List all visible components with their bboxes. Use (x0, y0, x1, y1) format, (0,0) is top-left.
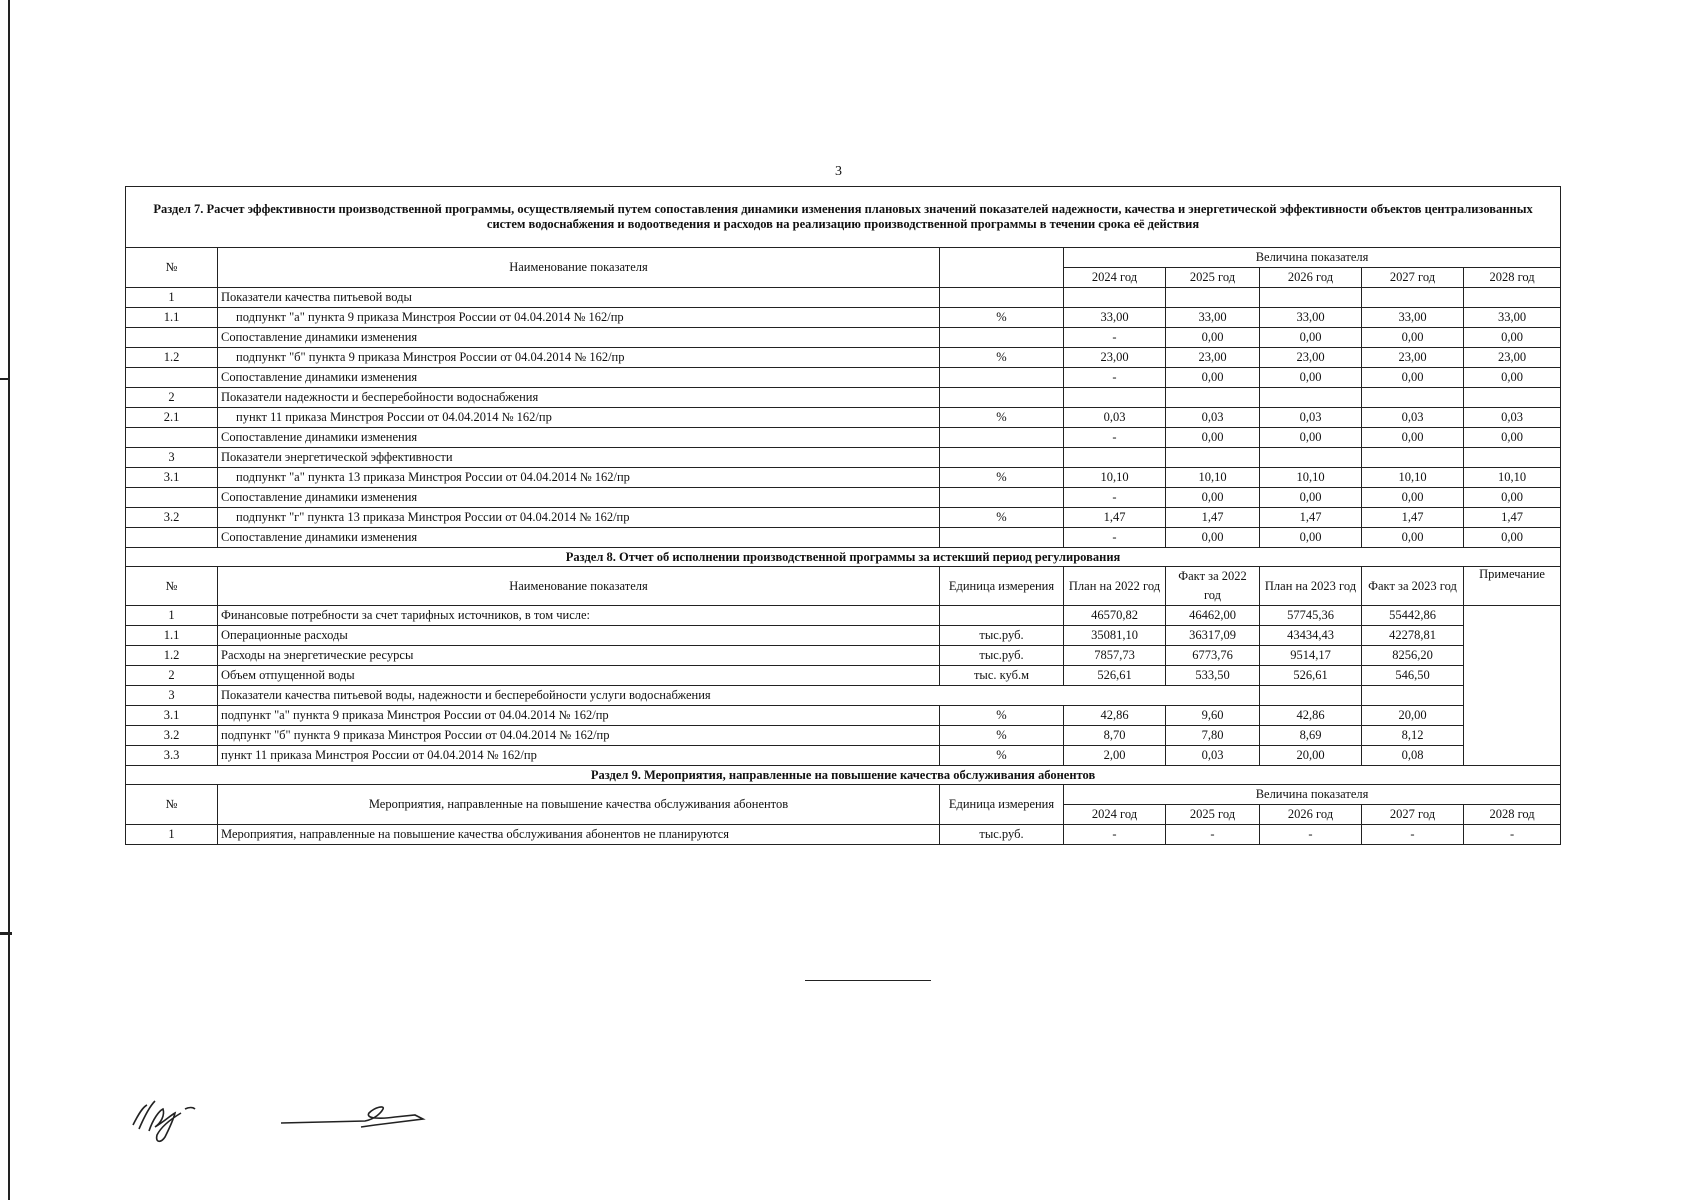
binding-tick (0, 378, 10, 380)
report-table (125, 186, 1561, 845)
value-cell: 43434,43 (1260, 626, 1362, 646)
row-number: 1 (126, 825, 218, 845)
value-cell: 6773,76 (1166, 646, 1260, 666)
value-cell: 1,47 (1362, 508, 1464, 528)
section8-row (126, 606, 1561, 626)
value-cell: 23,00 (1064, 348, 1166, 368)
indicator-name: Объем отпущенной воды (218, 666, 940, 686)
col-unit-header: Единица измерения (940, 567, 1064, 606)
binding-tick (0, 932, 12, 935)
value-cell (1260, 388, 1362, 408)
unit: % (940, 308, 1064, 328)
section9-title: Раздел 9. Мероприятия, направленные на повышение качества обслуживания абонентов (126, 766, 1561, 785)
indicator-name: подпункт "г" пункта 13 приказа Минстроя России от 04.04.2014 № 162/пр (218, 508, 940, 528)
indicator-name: Операционные расходы (218, 626, 940, 646)
section7-title: Раздел 7. Расчет эффективности производственной программы, осуществляемый путем сопоставления динамики изменения плановых значений показателей надежности, качества и энергетической эффективности объектов централизованных систем водоснабжения и водоотведения и расходов на реализацию производственной программы в течении срока её действия (126, 187, 1561, 248)
unit (940, 328, 1064, 348)
year-header: 2024 год (1064, 268, 1166, 288)
year-header: 2026 год (1260, 805, 1362, 825)
value-cell: 46462,00 (1166, 606, 1260, 626)
indicator-name: Финансовые потребности за счет тарифных источников, в том числе: (218, 606, 940, 626)
row-number (126, 328, 218, 348)
value-cell: 46570,82 (1064, 606, 1166, 626)
indicator-name: Расходы на энергетические ресурсы (218, 646, 940, 666)
value-cell (1166, 448, 1260, 468)
value-cell (1362, 388, 1464, 408)
value-cell: 42,86 (1064, 706, 1166, 726)
row-number: 1.2 (126, 348, 218, 368)
section8-row (126, 686, 1561, 706)
value-cell: 10,10 (1464, 468, 1561, 488)
col-name-header: Наименование показателя (218, 248, 940, 288)
row-number: 3.2 (126, 726, 218, 746)
value-cell: 1,47 (1464, 508, 1561, 528)
col-name-header: Мероприятия, направленные на повышение качества обслуживания абонентов (218, 785, 940, 825)
unit: тыс.руб. (940, 825, 1064, 845)
value-cell: 8256,20 (1362, 646, 1464, 666)
indicator-name: пункт 11 приказа Минстроя России от 04.04.2014 № 162/пр (218, 746, 940, 766)
value-cell: - (1464, 825, 1561, 845)
value-cell: 42,86 (1260, 706, 1362, 726)
unit (940, 488, 1064, 508)
section7-row (126, 408, 1561, 428)
indicator-name: Сопоставление динамики изменения (218, 428, 940, 448)
value-cell: - (1064, 825, 1166, 845)
unit (940, 606, 1064, 626)
row-number (126, 428, 218, 448)
value-cell: 0,00 (1166, 428, 1260, 448)
year-header: 2027 год (1362, 805, 1464, 825)
col-unit-header-empty (940, 248, 1064, 288)
binding-margin-line (8, 0, 10, 1200)
indicator-name: Показатели надежности и бесперебойности водоснабжения (218, 388, 940, 408)
value-cell: 0,00 (1464, 428, 1561, 448)
value-cell: 33,00 (1260, 308, 1362, 328)
row-number: 3 (126, 686, 218, 706)
indicator-name: подпункт "а" пункта 9 приказа Минстроя России от 04.04.2014 № 162/пр (218, 308, 940, 328)
value-cell: 23,00 (1260, 348, 1362, 368)
value-cell: 42278,81 (1362, 626, 1464, 646)
value-cell: 0,03 (1260, 408, 1362, 428)
value-cell (1166, 288, 1260, 308)
value-cell (1260, 448, 1362, 468)
value-cell: 33,00 (1362, 308, 1464, 328)
value-cell: 10,10 (1064, 468, 1166, 488)
indicator-name: Сопоставление динамики изменения (218, 488, 940, 508)
value-cell: 1,47 (1064, 508, 1166, 528)
year-header: 2028 год (1464, 805, 1561, 825)
value-cell: 33,00 (1166, 308, 1260, 328)
section7-title-row (126, 187, 1561, 248)
value-cell: 0,00 (1260, 428, 1362, 448)
value-cell (1064, 448, 1166, 468)
value-cell: - (1064, 528, 1166, 548)
col-value-header: Величина показателя (1064, 785, 1561, 805)
period-header: План на 2022 год (1064, 567, 1166, 606)
section8-title: Раздел 8. Отчет об исполнении производственной программы за истекший период регулирования (126, 548, 1561, 567)
value-cell: 0,00 (1464, 528, 1561, 548)
section8-row (126, 626, 1561, 646)
unit: тыс.руб. (940, 646, 1064, 666)
row-number: 1.1 (126, 626, 218, 646)
section7-row (126, 428, 1561, 448)
row-number (126, 528, 218, 548)
unit: % (940, 468, 1064, 488)
value-cell: - (1166, 825, 1260, 845)
row-number: 3.3 (126, 746, 218, 766)
section7-row (126, 448, 1561, 468)
value-cell (1464, 288, 1561, 308)
value-cell (1166, 388, 1260, 408)
value-cell: 7857,73 (1064, 646, 1166, 666)
value-cell: 0,00 (1464, 328, 1561, 348)
value-cell (1464, 388, 1561, 408)
page-number: 3 (835, 164, 842, 179)
value-cell: - (1064, 328, 1166, 348)
period-header: Факт за 2022 год (1166, 567, 1260, 606)
unit: % (940, 706, 1064, 726)
row-number (126, 488, 218, 508)
value-cell: 1,47 (1166, 508, 1260, 528)
unit (940, 428, 1064, 448)
value-cell: 23,00 (1464, 348, 1561, 368)
value-cell: - (1362, 825, 1464, 845)
value-cell: 0,00 (1362, 428, 1464, 448)
row-number: 2 (126, 388, 218, 408)
note-cell (1464, 606, 1561, 766)
value-cell: 0,03 (1464, 408, 1561, 428)
value-cell: 0,00 (1362, 528, 1464, 548)
section7-row (126, 388, 1561, 408)
value-cell: 0,00 (1464, 488, 1561, 508)
value-cell: 8,12 (1362, 726, 1464, 746)
value-cell: 0,00 (1166, 488, 1260, 508)
value-cell: - (1260, 825, 1362, 845)
section7-header-row (126, 248, 1561, 268)
value-cell: 9514,17 (1260, 646, 1362, 666)
value-cell: 0,00 (1166, 528, 1260, 548)
value-cell: 546,50 (1362, 666, 1464, 686)
section8-row (126, 666, 1561, 686)
year-header: 2024 год (1064, 805, 1166, 825)
value-cell: 1,47 (1260, 508, 1362, 528)
year-header: 2026 год (1260, 268, 1362, 288)
value-cell: 0,00 (1362, 328, 1464, 348)
year-header: 2025 год (1166, 268, 1260, 288)
value-cell (1064, 288, 1166, 308)
value-cell (1464, 448, 1561, 468)
value-cell: 57745,36 (1260, 606, 1362, 626)
row-number: 1.1 (126, 308, 218, 328)
value-cell: 0,03 (1362, 408, 1464, 428)
value-cell: 33,00 (1064, 308, 1166, 328)
value-cell: 0,00 (1166, 368, 1260, 388)
row-number: 3 (126, 448, 218, 468)
value-cell: 526,61 (1064, 666, 1166, 686)
section7-row (126, 468, 1561, 488)
unit (940, 368, 1064, 388)
value-cell: 0,08 (1362, 746, 1464, 766)
unit (940, 528, 1064, 548)
section7-row (126, 308, 1561, 328)
unit: тыс.руб. (940, 626, 1064, 646)
col-unit-header: Единица измерения (940, 785, 1064, 825)
value-cell (1260, 288, 1362, 308)
value-cell: 533,50 (1166, 666, 1260, 686)
unit: % (940, 508, 1064, 528)
indicator-name: подпункт "а" пункта 9 приказа Минстроя России от 04.04.2014 № 162/пр (218, 706, 940, 726)
unit: % (940, 746, 1064, 766)
unit: % (940, 726, 1064, 746)
value-cell: 23,00 (1362, 348, 1464, 368)
value-cell: 0,00 (1260, 368, 1362, 388)
row-number: 2.1 (126, 408, 218, 428)
section9-title-row (126, 766, 1561, 785)
row-number: 1 (126, 288, 218, 308)
section7-row (126, 508, 1561, 528)
value-cell: 8,70 (1064, 726, 1166, 746)
value-cell: 20,00 (1362, 706, 1464, 726)
value-cell: 0,00 (1260, 328, 1362, 348)
value-cell: 0,00 (1260, 488, 1362, 508)
value-cell: 7,80 (1166, 726, 1260, 746)
value-cell: 0,03 (1166, 408, 1260, 428)
value-cell: 9,60 (1166, 706, 1260, 726)
value-cell: 526,61 (1260, 666, 1362, 686)
row-number: 3.2 (126, 508, 218, 528)
indicator-name: Сопоставление динамики изменения (218, 528, 940, 548)
col-name-header: Наименование показателя (218, 567, 940, 606)
value-cell (1362, 288, 1464, 308)
value-cell: 0,00 (1260, 528, 1362, 548)
year-header: 2025 год (1166, 805, 1260, 825)
value-cell: 10,10 (1362, 468, 1464, 488)
unit (940, 388, 1064, 408)
activity-name: Мероприятия, направленные на повышение качества обслуживания абонентов не планируются (218, 825, 940, 845)
section7-row (126, 348, 1561, 368)
year-header: 2028 год (1464, 268, 1561, 288)
section9-row (126, 825, 1561, 845)
row-number: 3.1 (126, 468, 218, 488)
value-cell: 36317,09 (1166, 626, 1260, 646)
value-cell: - (1064, 368, 1166, 388)
value-cell: 0,03 (1166, 746, 1260, 766)
period-header: Факт за 2023 год (1362, 567, 1464, 606)
year-header: 2027 год (1362, 268, 1464, 288)
section7-row (126, 528, 1561, 548)
section7-row (126, 328, 1561, 348)
value-cell: 0,00 (1464, 368, 1561, 388)
section9-header-row (126, 785, 1561, 805)
value-cell: - (1064, 488, 1166, 508)
indicator-name: Показатели качества питьевой воды (218, 288, 940, 308)
indicator-name: подпункт "б" пункта 9 приказа Минстроя России от 04.04.2014 № 162/пр (218, 726, 940, 746)
value-cell (1064, 388, 1166, 408)
value-cell: - (1064, 428, 1166, 448)
value-cell: 10,10 (1166, 468, 1260, 488)
indicator-name: Сопоставление динамики изменения (218, 328, 940, 348)
indicator-name: Сопоставление динамики изменения (218, 368, 940, 388)
section8-row (126, 646, 1561, 666)
indicator-name: Показатели энергетической эффективности (218, 448, 940, 468)
col-note-header: Примечание (1464, 567, 1561, 606)
value-cell: 23,00 (1166, 348, 1260, 368)
section7-row (126, 488, 1561, 508)
indicator-name: пункт 11 приказа Минстроя России от 04.04.2014 № 162/пр (218, 408, 940, 428)
unit (940, 448, 1064, 468)
indicator-name: Показатели качества питьевой воды, надежности и бесперебойности услуги водоснабжения (218, 686, 1260, 706)
section8-row (126, 706, 1561, 726)
value-cell: 10,10 (1260, 468, 1362, 488)
value-cell: 0,00 (1362, 488, 1464, 508)
value-cell: 35081,10 (1064, 626, 1166, 646)
row-number: 1.2 (126, 646, 218, 666)
value-cell: 0,00 (1362, 368, 1464, 388)
end-of-document-line (805, 980, 931, 981)
row-number: 2 (126, 666, 218, 686)
signature-mark (125, 1085, 455, 1145)
section8-row (126, 726, 1561, 746)
value-cell: 0,03 (1064, 408, 1166, 428)
section7-row (126, 288, 1561, 308)
row-number: 1 (126, 606, 218, 626)
indicator-name: подпункт "б" пункта 9 приказа Минстроя России от 04.04.2014 № 162/пр (218, 348, 940, 368)
col-value-header: Величина показателя (1064, 248, 1561, 268)
value-cell (1260, 686, 1362, 706)
section7-row (126, 368, 1561, 388)
col-no-header: № (126, 248, 218, 288)
indicator-name: подпункт "а" пункта 13 приказа Минстроя России от 04.04.2014 № 162/пр (218, 468, 940, 488)
unit: % (940, 408, 1064, 428)
section8-row (126, 746, 1561, 766)
value-cell: 55442,86 (1362, 606, 1464, 626)
unit: тыс. куб.м (940, 666, 1064, 686)
value-cell: 2,00 (1064, 746, 1166, 766)
unit: % (940, 348, 1064, 368)
col-no-header: № (126, 567, 218, 606)
value-cell: 33,00 (1464, 308, 1561, 328)
section8-header-row (126, 567, 1561, 606)
value-cell: 20,00 (1260, 746, 1362, 766)
unit (940, 288, 1064, 308)
col-no-header: № (126, 785, 218, 825)
row-number (126, 368, 218, 388)
value-cell: 0,00 (1166, 328, 1260, 348)
value-cell: 8,69 (1260, 726, 1362, 746)
section8-title-row (126, 548, 1561, 567)
period-header: План на 2023 год (1260, 567, 1362, 606)
value-cell (1362, 448, 1464, 468)
row-number: 3.1 (126, 706, 218, 726)
value-cell (1362, 686, 1464, 706)
